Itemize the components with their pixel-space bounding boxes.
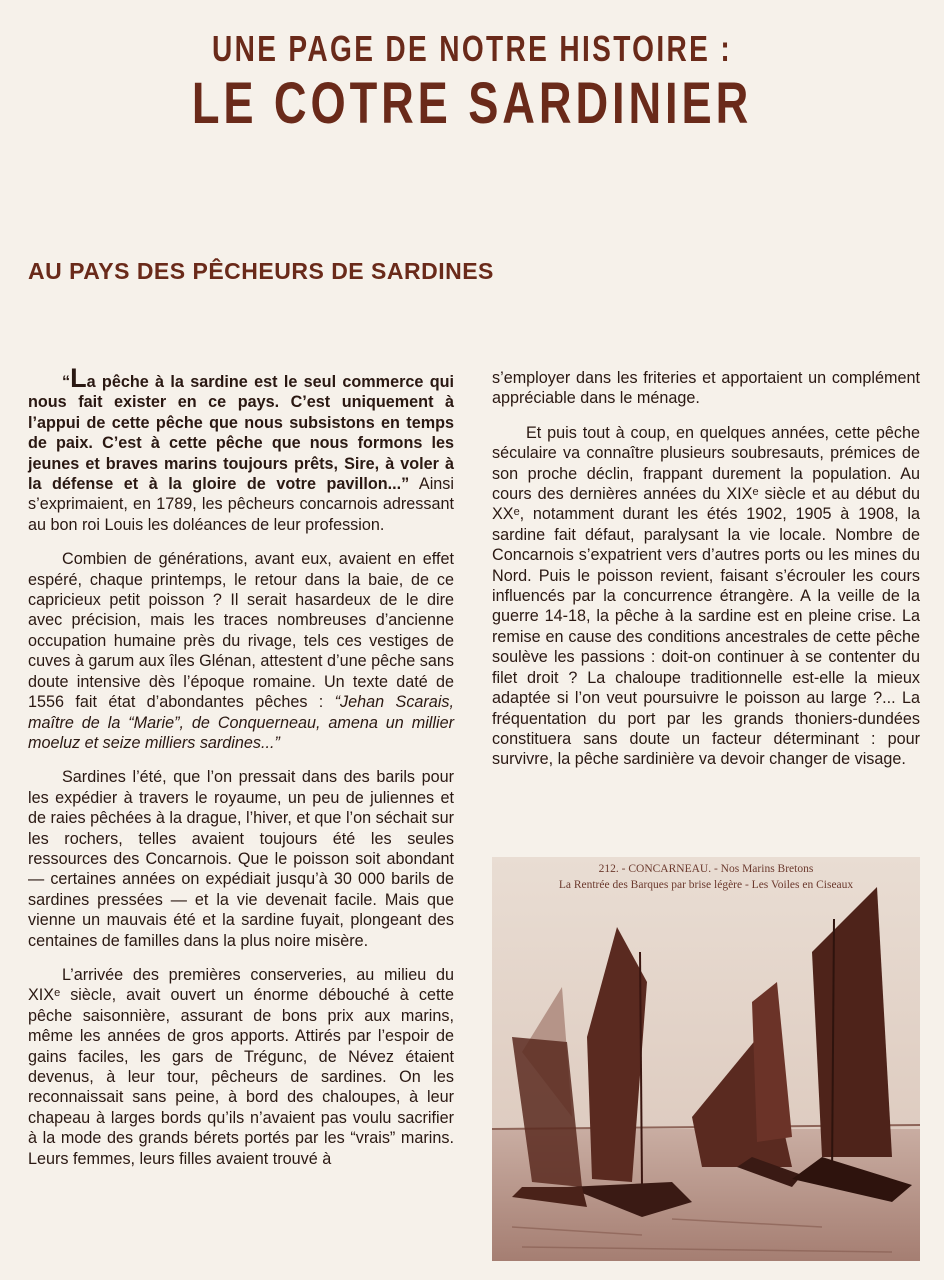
- sailboats-illustration: [492, 857, 920, 1261]
- paragraph-1-rest: Ainsi s’exprimaient, en 1789, les pêcheurs concarnois adressant au bon roi Louis les doléances de leur profession.: [28, 475, 454, 534]
- bold-quote: a pêche à la sardine est le seul commerce qui nous fait exister en ce pays. C’est uniquement à l’appui de cette pêche que nous subsistons en temps de paix. C’est à cette pêche que nous formons les jeunes et braves marins toujours prêts, Sire, à voler à la défense et à la gloire de votre pavillon...”: [28, 373, 454, 494]
- paragraph-2: [28, 549, 454, 753]
- page-title: LE COTRE SARDINIER: [191, 71, 753, 136]
- sailboats-photo: [492, 857, 920, 1261]
- paragraph-6: Et puis tout à coup, en quelques années, cette pêche séculaire va connaître plusieurs soubresauts, prémices de son proche déclin, frappant durement la population. Au cours des dernières années du XIXᵉ siècle et au début du XXᵉ, notamment durant les étés 1902, 1905 à 1908, la sardine fait défaut, paralysant la vie locale. Nombre de Concarnois s’expatrient vers d’autres ports ou les mines du Nord. Puis le poisson revient, faisant s’écrouler les cours influencés par la concurrence étrangère. A la veille de la guerre 14-18, la pêche à la sardine est en pleine crise. La remise en cause des conditions ancestrales de cette pêche soulève les passions : doit-on continuer à se contenter du filet droit ? La chaloupe traditionnelle est-elle la mieux adaptée si l’on veut poursuivre le poisson au large ?... La fréquentation du port par les grands thoniers-dundées constituera sans doute un facteur déterminant : pour survivre, la pêche sardinière va devoir changer de visage.: [492, 423, 920, 769]
- paragraph-1: [28, 363, 454, 535]
- drop-cap: L: [70, 363, 87, 393]
- photo-caption-subtitle: La Rentrée des Barques par brise légère - Les Voiles en Ciseaux: [558, 879, 854, 891]
- kicker-heading: UNE PAGE DE NOTRE HISTOIRE :: [211, 28, 733, 69]
- section-heading: AU PAYS DES PÊCHEURS DE SARDINES: [28, 258, 494, 284]
- photo-caption-title: 212. - CONCARNEAU. - Nos Marins Bretons: [598, 863, 814, 875]
- paragraph-4: L’arrivée des premières conserveries, au milieu du XIXᵉ siècle, avait ouvert un énorme débouché à cette pêche saisonnière, assurant de bons prix aux marins, même les années de gros apports. Attirés par l’espoir de gains faciles, les gars de Trégunc, de Névez étaient devenus, à leur tour, pêcheurs de sardines. On les reconnaissait sans peine, à bord des chaloupes, à leur chapeau à larges bords qu’ils n’avaient pas voulu sacrifier à la mode des grands bérets portés par les “vrais” marins. Leurs femmes, leurs filles avaient trouvé à: [28, 965, 454, 1168]
- right-column: [492, 368, 920, 784]
- paragraph-3: Sardines l’été, que l’on pressait dans des barils pour les expédier à travers le royaume, un peu de juliennes et de raies pêchées à la drague, l’hiver, et que l’on séchait sur les rochers, telles avaient toujours été les seules ressources des Concarnois. Que le poisson soit abondant — certaines années on expédiait jusqu’à 30 000 barils de sardines pressées — et la vie devenait facile. Mais que vienne un mauvais été et la sardine fuyait, plongeant des centaines de familles dans la plus noire misère.: [28, 768, 454, 950]
- quote-open: “: [62, 373, 71, 391]
- paragraph-2-italic-quote: “Jehan Scarais, maître de la “Marie”, de Conquerneau, amena un millier moeluz et seize milliers sardines...”: [28, 693, 455, 752]
- paragraph-5: s’employer dans les friteries et apportaient un complément appréciable dans le ménage.: [492, 369, 920, 408]
- paragraph-2-text: Combien de générations, avant eux, avaient en effet espéré, chaque printemps, le retour dans la baie, de ce capricieux petit poisson ? Il serait hasardeux de le dire avec précision, mais les traces nombreuses d’ancienne occupation humaine près du rivage, tels ces vestiges de cuves à garum aux îles Glénan, attestent d’une pêche sans doute intensive dès l’époque romaine. Un texte daté de 1556 fait état d’abondantes pêches :: [28, 550, 454, 712]
- left-column: [28, 363, 455, 1183]
